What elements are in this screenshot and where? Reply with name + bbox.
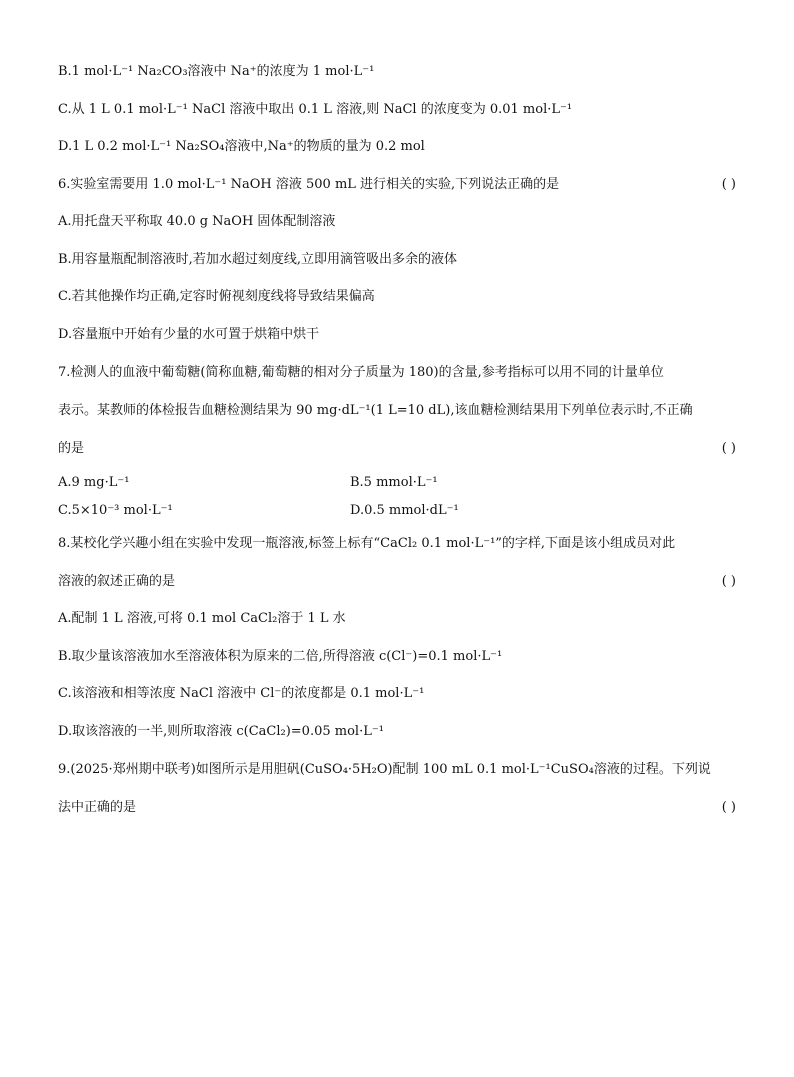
q7-stem-line3: 的是	[58, 441, 85, 456]
q5-option-c: C.从 1 L 0.1 mol·L⁻¹ NaCl 溶液中取出 0.1 L 溶液,则 NaCl 的浓度变为 0.01 mol·L⁻¹	[58, 102, 573, 117]
q8-answer-paren: ( )	[721, 574, 736, 589]
q7-stem-line1: 7.检测人的血液中葡萄糖(简称血糖,葡萄糖的相对分子质量为 180)的含量,参考指标可以用不同的计量单位	[58, 365, 664, 380]
q6-option-a: A.用托盘天平称取 40.0 g NaOH 固体配制溶液	[58, 214, 336, 229]
q8-stem-line2: 溶液的叙述正确的是	[58, 574, 176, 589]
q7-stem-line2: 表示。某教师的体检报告血糖检测结果为 90 mg·dL⁻¹(1 L=10 dL),该血糖检测结果用下列单位表示时,不正确	[58, 403, 693, 418]
q9-stem-line2: 法中正确的是	[58, 800, 137, 815]
q8-option-c: C.该溶液和相等浓度 NaCl 溶液中 Cl⁻的浓度都是 0.1 mol·L⁻¹	[58, 686, 425, 701]
q8-stem-line1: 8.某校化学兴趣小组在实验中发现一瓶溶液,标签上标有“CaCl₂ 0.1 mol·L⁻¹”的字样,下面是该小组成员对此	[58, 536, 676, 551]
q7-answer-paren: ( )	[721, 441, 736, 456]
q9-stem-line1: 9.(2025·郑州期中联考)如图所示是用胆矾(CuSO₄·5H₂O)配制 100 mL 0.1 mol·L⁻¹CuSO₄溶液的过程。下列说	[58, 762, 711, 777]
q8-option-a: A.配制 1 L 溶液,可将 0.1 mol CaCl₂溶于 1 L 水	[58, 611, 346, 626]
q9-answer-paren: ( )	[721, 800, 736, 815]
q7-option-b: B.5 mmol·L⁻¹	[350, 475, 438, 490]
q7-option-a: A.9 mg·L⁻¹	[58, 475, 130, 490]
q6-stem: 6.实验室需要用 1.0 mol·L⁻¹ NaOH 溶液 500 mL 进行相关的实验,下列说法正确的是	[58, 177, 560, 192]
q5-option-b: B.1 mol·L⁻¹ Na₂CO₃溶液中 Na⁺的浓度为 1 mol·L⁻¹	[58, 64, 375, 79]
q7-option-d: D.0.5 mmol·dL⁻¹	[350, 503, 459, 518]
q7-option-c: C.5×10⁻³ mol·L⁻¹	[58, 503, 173, 518]
q6-option-d: D.容量瓶中开始有少量的水可置于烘箱中烘干	[58, 327, 320, 342]
q6-option-c: C.若其他操作均正确,定容时俯视刻度线将导致结果偏高	[58, 289, 375, 304]
q6-answer-paren: ( )	[721, 177, 736, 192]
q8-option-b: B.取少量该溶液加水至溶液体积为原来的二倍,所得溶液 c(Cl⁻)=0.1 mol·L⁻¹	[58, 649, 503, 664]
q6-option-b: B.用容量瓶配制溶液时,若加水超过刻度线,立即用滴管吸出多余的液体	[58, 252, 457, 267]
q8-option-d: D.取该溶液的一半,则所取溶液 c(CaCl₂)=0.05 mol·L⁻¹	[58, 724, 384, 739]
q5-option-d: D.1 L 0.2 mol·L⁻¹ Na₂SO₄溶液中,Na⁺的物质的量为 0.2 mol	[58, 139, 425, 154]
